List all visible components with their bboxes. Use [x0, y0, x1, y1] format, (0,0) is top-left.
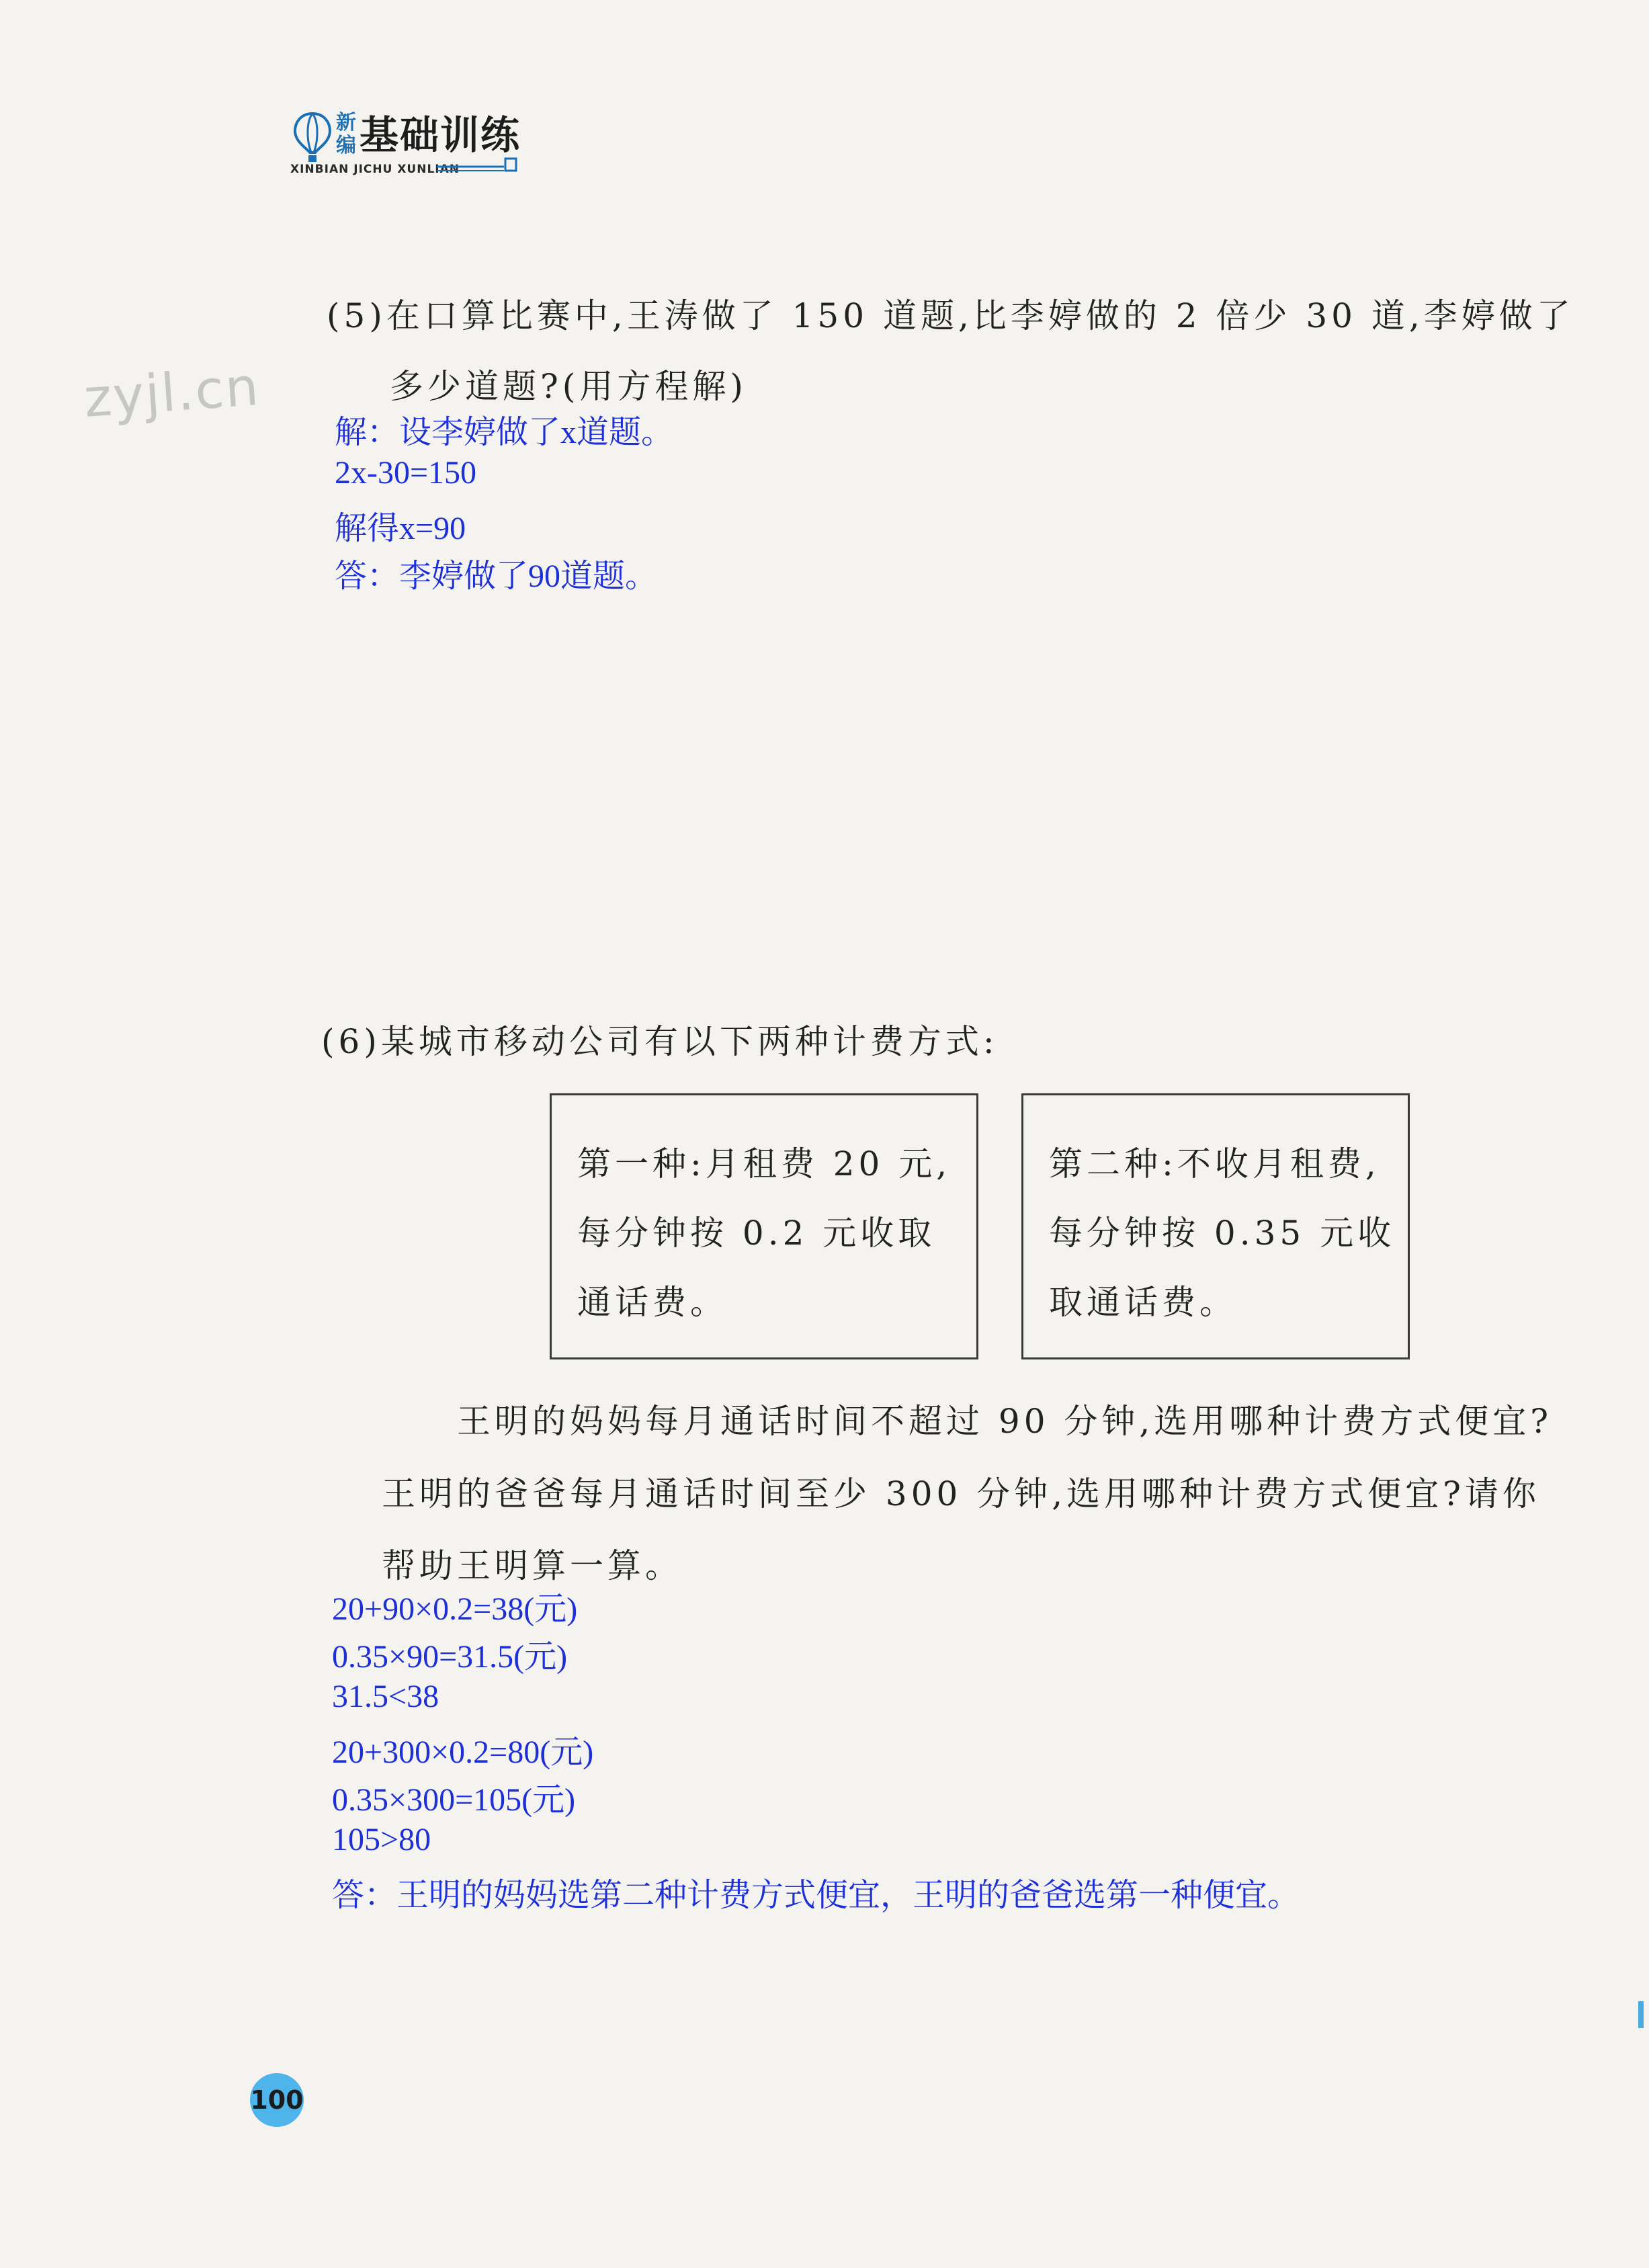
box2-line: 取通话费。	[1049, 1283, 1237, 1322]
q6-paragraph: 王明的爸爸每月通话时间至少 300 分钟,选用哪种计费方式便宜?请你	[382, 1474, 1540, 1513]
q6-paragraph: 帮助王明算一算。	[382, 1546, 683, 1585]
balloon-logo-icon	[292, 111, 333, 165]
box1-line: 通话费。	[577, 1283, 728, 1322]
page-number: 100	[250, 2085, 304, 2115]
q5-answer-line: 2x-30=150	[335, 455, 477, 491]
watermark: zyjl.cn	[82, 356, 262, 430]
book-title: 基础训练	[360, 112, 521, 158]
q5-answer-line: 解得x=90	[335, 511, 466, 546]
q5-line2: 多少道题?(用方程解)	[390, 367, 747, 406]
edge-tab-marker	[1638, 2001, 1644, 2028]
box1-line: 每分钟按 0.2 元收取	[577, 1214, 936, 1253]
q5-answer-line: 解：设李婷做了x道题。	[335, 415, 674, 450]
billing-option-1-box	[550, 1093, 978, 1359]
q6-answer-line: 20+90×0.2=38(元)	[332, 1591, 578, 1627]
logo-underline-decoration	[437, 167, 517, 172]
q6-answer-line: 105>80	[332, 1822, 431, 1857]
q6-answer-line: 0.35×300=105(元)	[332, 1782, 576, 1818]
q5-answer-line: 答：李婷做了90道题。	[335, 558, 658, 594]
q6-answer-line: 20+300×0.2=80(元)	[332, 1734, 594, 1770]
box1-line: 第一种:月租费 20 元,	[577, 1144, 952, 1183]
book-pinyin: XINBIAN JICHU XUNLIAN	[290, 163, 460, 176]
q5-line1: (5)在口算比赛中,王涛做了 150 道题,比李婷做的 2 倍少 30 道,李婷做了	[327, 296, 1574, 335]
q6-answer-line: 答：王明的妈妈选第二种计费方式便宜，王明的爸爸选第一种便宜。	[332, 1878, 1300, 1913]
logo-small-bottom: 编	[336, 134, 356, 157]
q6-answer-line: 31.5<38	[332, 1679, 439, 1714]
logo-small-top: 新	[336, 111, 356, 134]
box2-line: 第二种:不收月租费,	[1049, 1144, 1380, 1183]
box2-line: 每分钟按 0.35 元收	[1049, 1214, 1396, 1253]
q6-intro: (6)某城市移动公司有以下两种计费方式:	[321, 1022, 999, 1061]
q6-answer-line: 0.35×90=31.5(元)	[332, 1639, 568, 1675]
billing-option-2-box	[1021, 1093, 1410, 1359]
q6-paragraph: 王明的妈妈每月通话时间不超过 90 分钟,选用哪种计费方式便宜?	[457, 1402, 1553, 1441]
